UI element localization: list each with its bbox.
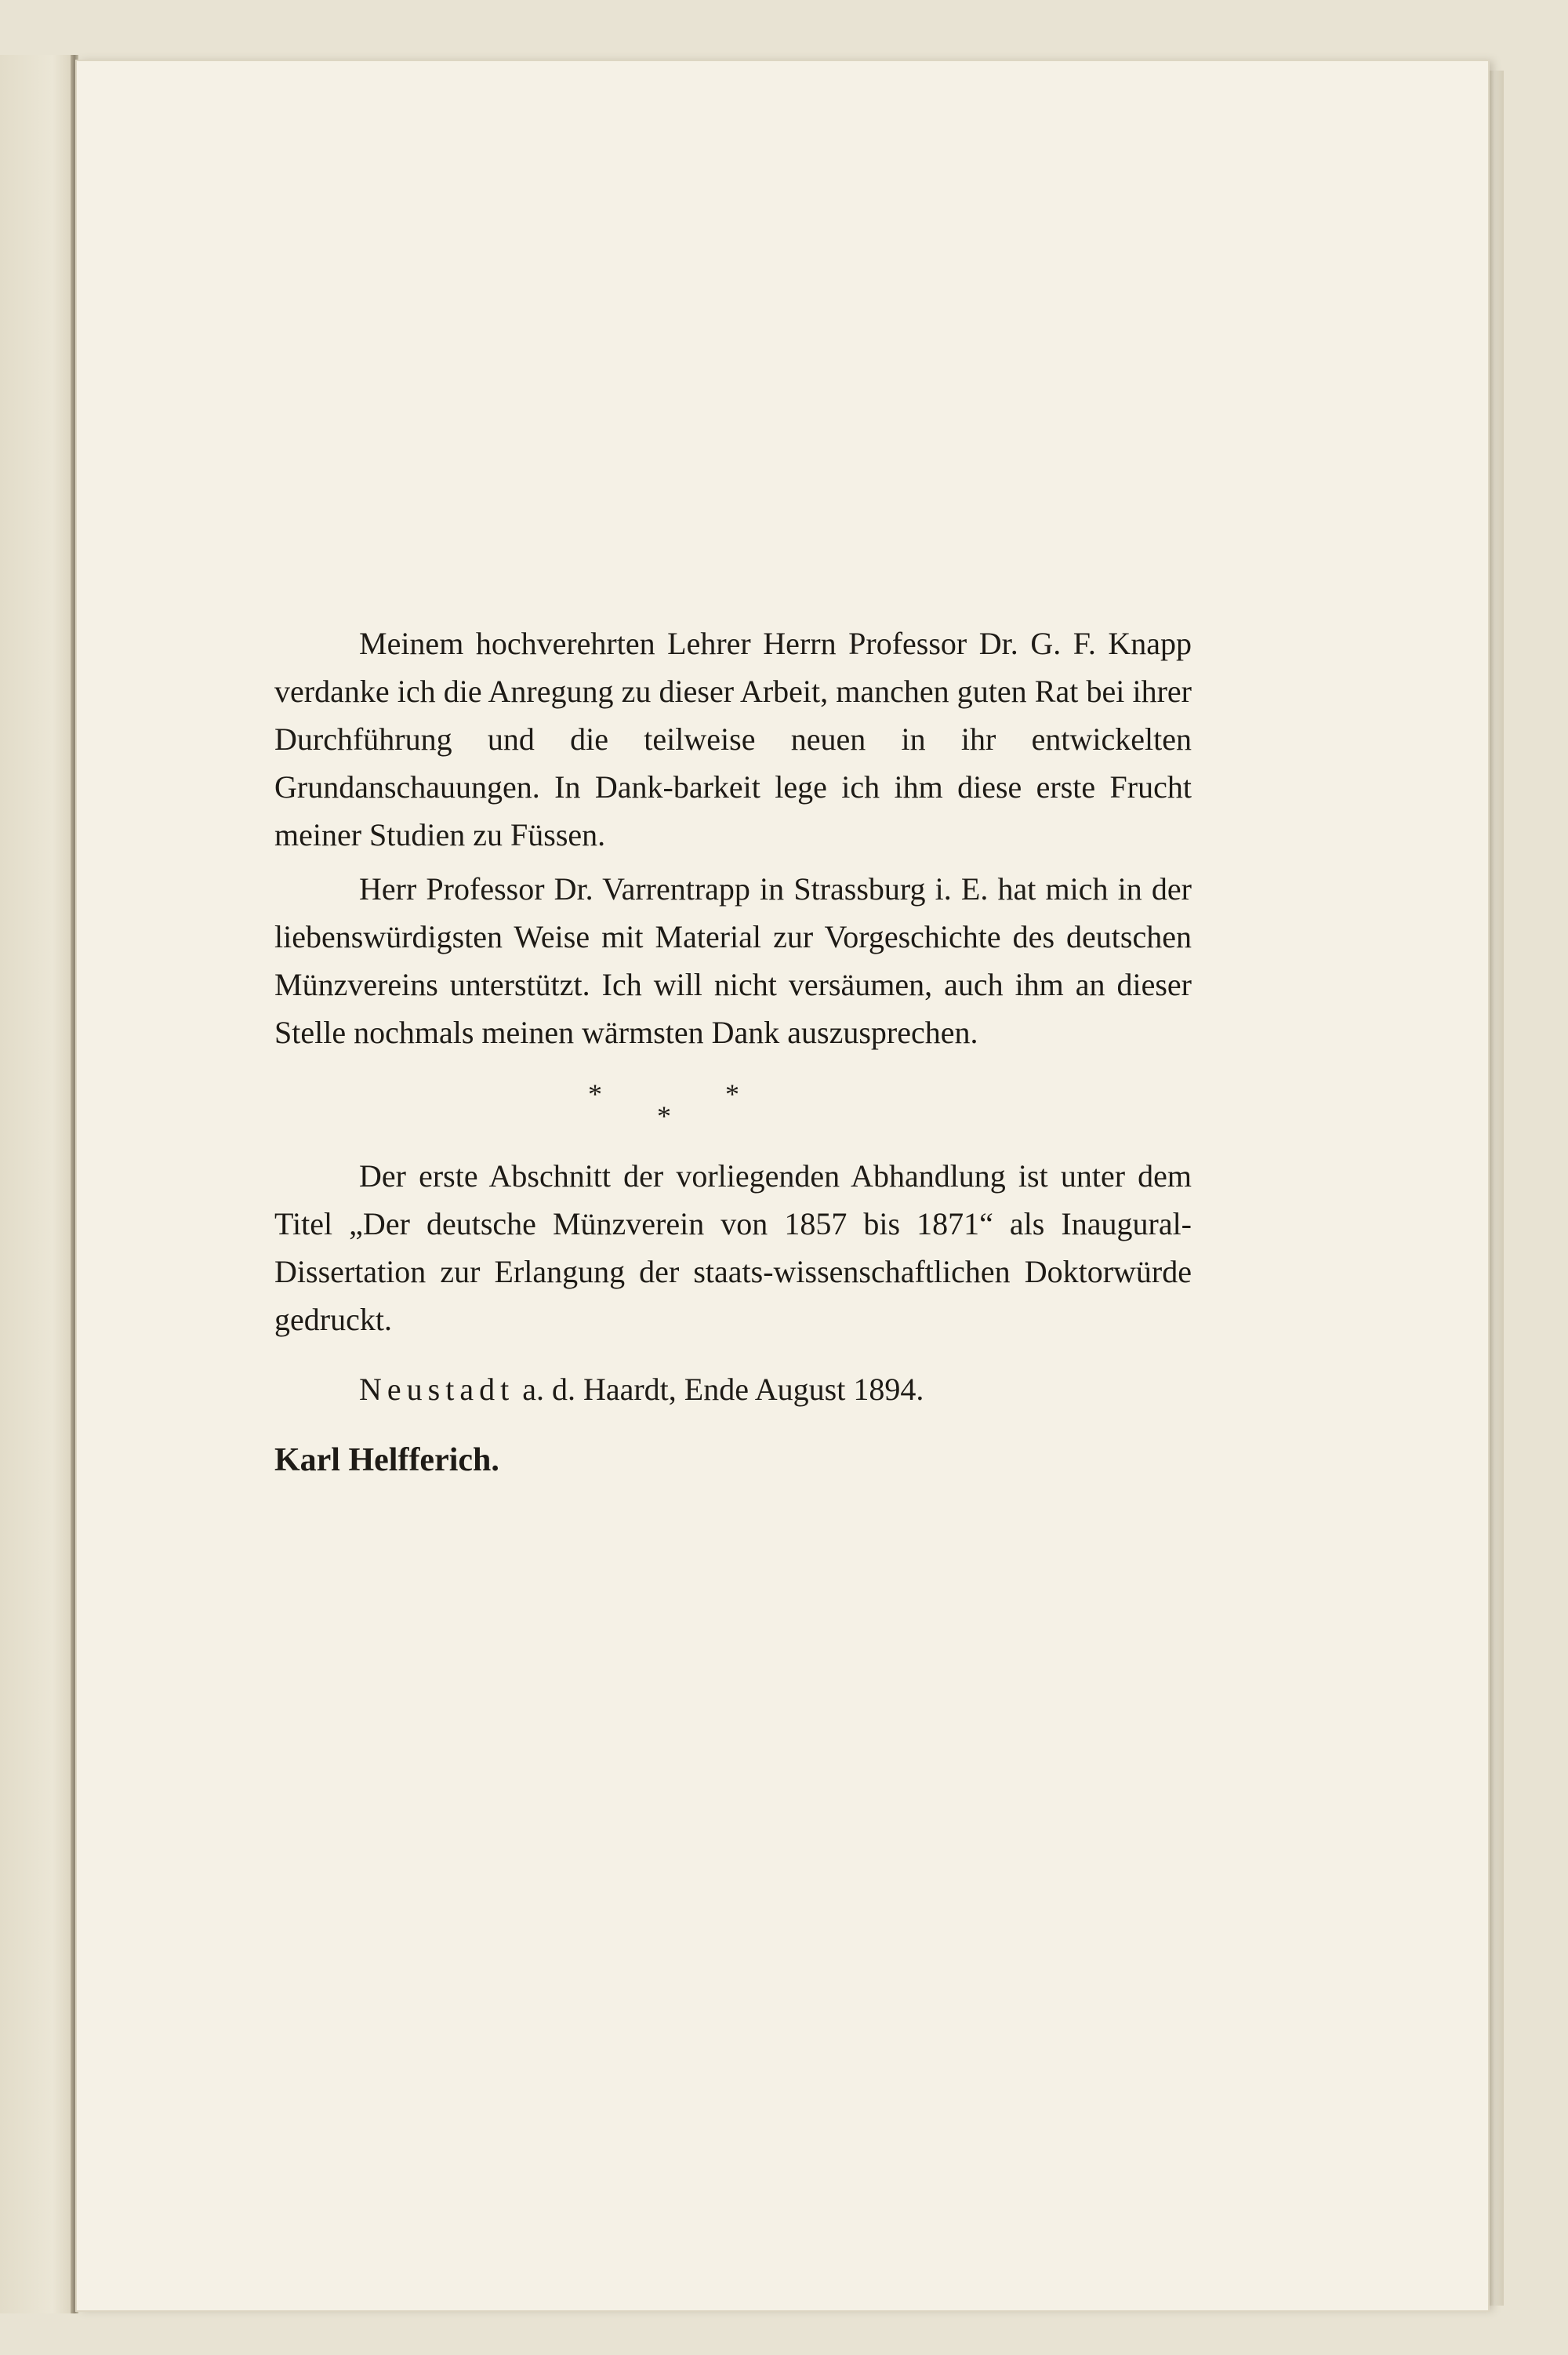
dedication-paragraph [274,620,1192,859]
text-line: will nicht versäumen, auch ihm an dieser Stelle nochmals [274,967,1192,1050]
date-text: a. d. Haardt, Ende August 1894. [514,1372,924,1407]
text-line: hat mich in der liebenswürdigsten Weise mit Material zur [274,871,1192,954]
asterisk: * [588,1078,602,1110]
text-line: wissenschaftlichen Doktorwürde gedruckt. [274,1254,1192,1337]
page-stack-edge [1488,71,1504,2306]
text-line: Der erste Abschnitt der vorliegenden Abhandlung ist [359,1158,1048,1194]
text-line: 1871“ als Inaugural-Dissertation zur Erlangung der staats- [274,1206,1192,1289]
text-line: Füssen. [510,817,606,852]
text-line: manchen guten Rat bei ihrer Durchführung und die teilweise [274,674,1192,757]
text-line: barkeit lege ich ihm diese erste Frucht meiner Studien zu [274,769,1192,852]
previous-page-edge [0,55,75,2313]
text-line: neuen in ihr entwickelten Grundanschauungen. In Dank- [274,721,1192,805]
place-name: Neustadt [359,1372,515,1407]
place-and-date [274,1365,1192,1413]
text-line: Meinem hochverehrten Lehrer Herrn Professor Dr. [359,626,1018,661]
asterisk: * [657,1100,671,1132]
preface-text [274,620,1192,1485]
asterism-separator [274,1072,1192,1143]
text-line: meinen wärmsten Dank auszusprechen. [481,1015,978,1050]
text-line: Herr Professor Dr. Varrentrapp in Strassburg i. E. [359,871,989,907]
text-line: G. F. Knapp verdanke ich die Anregung zu dieser Arbeit, [274,626,1192,709]
asterisk: * [725,1078,739,1110]
acknowledgement-paragraph [274,865,1192,1056]
text-line: Vorgeschichte des deutschen Münzvereins unterstützt. Ich [274,919,1192,1002]
author-signature: Karl Helfferich. [274,1442,499,1478]
text-line: unter dem Titel „Der deutsche Münzverein von 1857 bis [274,1158,1192,1241]
dissertation-note [274,1152,1192,1343]
